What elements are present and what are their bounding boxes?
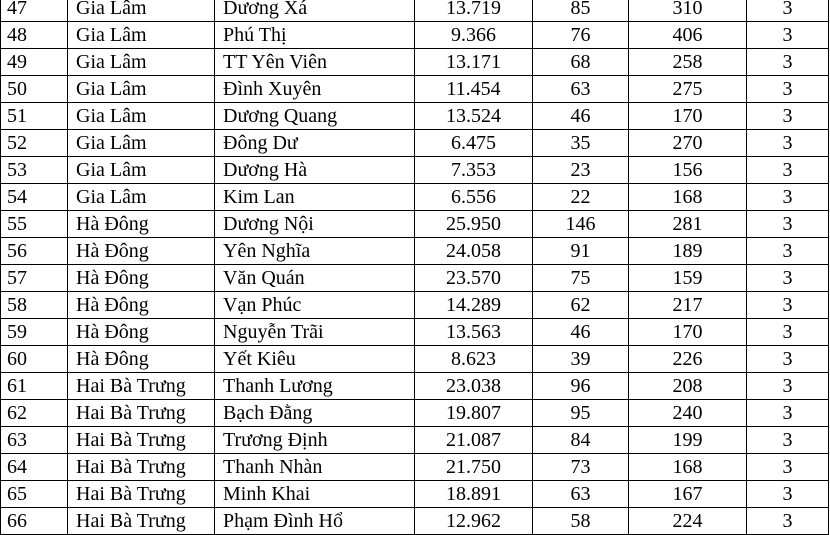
value-cell-1: 76 — [533, 22, 629, 49]
table-row — [1, 130, 829, 157]
value-cell-1: 91 — [533, 238, 629, 265]
row-number-cell: 64 — [1, 454, 68, 481]
ward-cell: Dương Xá — [215, 0, 415, 22]
ward-cell: Đình Xuyên — [215, 76, 415, 103]
ward-cell: Thanh Nhàn — [215, 454, 415, 481]
table-row — [1, 184, 829, 211]
value-cell-2: 189 — [629, 238, 747, 265]
population-cell: 13.719 — [415, 0, 533, 22]
district-cell: Gia Lâm — [68, 49, 215, 76]
value-cell-1: 62 — [533, 292, 629, 319]
value-cell-1: 63 — [533, 76, 629, 103]
ward-cell: Phạm Đình Hổ — [215, 508, 415, 535]
table-row — [1, 238, 829, 265]
row-number-cell: 50 — [1, 76, 68, 103]
district-cell: Gia Lâm — [68, 76, 215, 103]
ward-cell: Trương Định — [215, 427, 415, 454]
ward-cell: Kim Lan — [215, 184, 415, 211]
value-cell-2: 258 — [629, 49, 747, 76]
population-cell: 21.750 — [415, 454, 533, 481]
row-number-cell: 58 — [1, 292, 68, 319]
district-cell: Hà Đông — [68, 265, 215, 292]
ward-cell: Vạn Phúc — [215, 292, 415, 319]
district-cell: Gia Lâm — [68, 184, 215, 211]
district-cell: Hai Bà Trưng — [68, 427, 215, 454]
row-number-cell: 65 — [1, 481, 68, 508]
value-cell-1: 35 — [533, 130, 629, 157]
value-cell-3: 3 — [747, 184, 829, 211]
ward-cell: Minh Khai — [215, 481, 415, 508]
value-cell-2: 167 — [629, 481, 747, 508]
value-cell-1: 84 — [533, 427, 629, 454]
value-cell-1: 146 — [533, 211, 629, 238]
row-number-cell: 49 — [1, 49, 68, 76]
value-cell-2: 156 — [629, 157, 747, 184]
value-cell-2: 208 — [629, 373, 747, 400]
table-row — [1, 211, 829, 238]
table-row — [1, 103, 829, 130]
table-row — [1, 319, 829, 346]
ward-cell: Yên Nghĩa — [215, 238, 415, 265]
ward-cell: TT Yên Viên — [215, 49, 415, 76]
value-cell-1: 63 — [533, 481, 629, 508]
population-cell: 18.891 — [415, 481, 533, 508]
value-cell-3: 3 — [747, 103, 829, 130]
district-cell: Gia Lâm — [68, 157, 215, 184]
row-number-cell: 59 — [1, 319, 68, 346]
district-cell: Hai Bà Trưng — [68, 454, 215, 481]
population-cell: 8.623 — [415, 346, 533, 373]
value-cell-2: 224 — [629, 508, 747, 535]
value-cell-2: 281 — [629, 211, 747, 238]
ward-cell: Phú Thị — [215, 22, 415, 49]
value-cell-2: 170 — [629, 319, 747, 346]
value-cell-2: 240 — [629, 400, 747, 427]
district-cell: Hai Bà Trưng — [68, 373, 215, 400]
table-row — [1, 49, 829, 76]
row-number-cell: 57 — [1, 265, 68, 292]
district-cell: Gia Lâm — [68, 130, 215, 157]
population-cell: 21.087 — [415, 427, 533, 454]
value-cell-2: 310 — [629, 0, 747, 22]
table-row — [1, 22, 829, 49]
population-cell: 13.524 — [415, 103, 533, 130]
row-number-cell: 63 — [1, 427, 68, 454]
value-cell-3: 3 — [747, 0, 829, 22]
row-number-cell: 60 — [1, 346, 68, 373]
value-cell-3: 3 — [747, 373, 829, 400]
row-number-cell: 66 — [1, 508, 68, 535]
district-cell: Gia Lâm — [68, 0, 215, 22]
ward-cell: Bạch Đằng — [215, 400, 415, 427]
value-cell-1: 46 — [533, 319, 629, 346]
value-cell-3: 3 — [747, 346, 829, 373]
district-cell: Hà Đông — [68, 292, 215, 319]
table-row — [1, 454, 829, 481]
district-cell: Hai Bà Trưng — [68, 481, 215, 508]
population-cell: 24.058 — [415, 238, 533, 265]
district-cell: Hai Bà Trưng — [68, 400, 215, 427]
population-cell: 6.556 — [415, 184, 533, 211]
population-cell: 19.807 — [415, 400, 533, 427]
ward-cell: Dương Nội — [215, 211, 415, 238]
value-cell-3: 3 — [747, 400, 829, 427]
value-cell-3: 3 — [747, 22, 829, 49]
row-number-cell: 51 — [1, 103, 68, 130]
population-cell: 13.563 — [415, 319, 533, 346]
ward-cell: Thanh Lương — [215, 373, 415, 400]
row-number-cell: 61 — [1, 373, 68, 400]
table-row — [1, 265, 829, 292]
value-cell-1: 39 — [533, 346, 629, 373]
value-cell-3: 3 — [747, 454, 829, 481]
value-cell-2: 168 — [629, 454, 747, 481]
value-cell-3: 3 — [747, 427, 829, 454]
value-cell-1: 22 — [533, 184, 629, 211]
value-cell-3: 3 — [747, 292, 829, 319]
population-cell: 6.475 — [415, 130, 533, 157]
district-cell: Gia Lâm — [68, 22, 215, 49]
table-row — [1, 76, 829, 103]
value-cell-3: 3 — [747, 238, 829, 265]
table-row — [1, 346, 829, 373]
value-cell-2: 217 — [629, 292, 747, 319]
table-row — [1, 373, 829, 400]
population-cell: 14.289 — [415, 292, 533, 319]
value-cell-2: 226 — [629, 346, 747, 373]
value-cell-2: 270 — [629, 130, 747, 157]
row-number-cell: 56 — [1, 238, 68, 265]
table-row — [1, 400, 829, 427]
value-cell-3: 3 — [747, 508, 829, 535]
row-number-cell: 53 — [1, 157, 68, 184]
value-cell-3: 3 — [747, 211, 829, 238]
row-number-cell: 55 — [1, 211, 68, 238]
row-number-cell: 48 — [1, 22, 68, 49]
value-cell-1: 23 — [533, 157, 629, 184]
district-cell: Gia Lâm — [68, 103, 215, 130]
value-cell-2: 159 — [629, 265, 747, 292]
population-cell: 12.962 — [415, 508, 533, 535]
ward-cell: Dương Quang — [215, 103, 415, 130]
value-cell-3: 3 — [747, 157, 829, 184]
district-cell: Hà Đông — [68, 238, 215, 265]
value-cell-1: 73 — [533, 454, 629, 481]
table-row — [1, 292, 829, 319]
value-cell-3: 3 — [747, 319, 829, 346]
row-number-cell: 54 — [1, 184, 68, 211]
row-number-cell: 47 — [1, 0, 68, 22]
row-number-cell: 52 — [1, 130, 68, 157]
district-cell: Hà Đông — [68, 346, 215, 373]
ward-cell: Văn Quán — [215, 265, 415, 292]
table-row — [1, 481, 829, 508]
table-row — [1, 157, 829, 184]
population-cell: 25.950 — [415, 211, 533, 238]
ward-cell: Yết Kiêu — [215, 346, 415, 373]
value-cell-2: 275 — [629, 76, 747, 103]
value-cell-1: 46 — [533, 103, 629, 130]
value-cell-2: 406 — [629, 22, 747, 49]
ward-cell: Đông Dư — [215, 130, 415, 157]
population-cell: 11.454 — [415, 76, 533, 103]
row-number-cell: 62 — [1, 400, 68, 427]
value-cell-3: 3 — [747, 76, 829, 103]
value-cell-2: 199 — [629, 427, 747, 454]
value-cell-1: 95 — [533, 400, 629, 427]
value-cell-3: 3 — [747, 481, 829, 508]
value-cell-1: 85 — [533, 0, 629, 22]
population-cell: 23.038 — [415, 373, 533, 400]
population-cell: 7.353 — [415, 157, 533, 184]
value-cell-2: 170 — [629, 103, 747, 130]
table-row — [1, 427, 829, 454]
value-cell-1: 68 — [533, 49, 629, 76]
district-cell: Hai Bà Trưng — [68, 508, 215, 535]
population-cell: 13.171 — [415, 49, 533, 76]
population-cell: 9.366 — [415, 22, 533, 49]
population-cell: 23.570 — [415, 265, 533, 292]
ward-cell: Nguyễn Trãi — [215, 319, 415, 346]
ward-cell: Dương Hà — [215, 157, 415, 184]
value-cell-1: 96 — [533, 373, 629, 400]
table-row — [1, 508, 829, 535]
district-cell: Hà Đông — [68, 211, 215, 238]
value-cell-1: 58 — [533, 508, 629, 535]
table-row — [1, 0, 829, 22]
value-cell-2: 168 — [629, 184, 747, 211]
value-cell-3: 3 — [747, 265, 829, 292]
value-cell-3: 3 — [747, 49, 829, 76]
value-cell-1: 75 — [533, 265, 629, 292]
district-cell: Hà Đông — [68, 319, 215, 346]
table-body — [1, 0, 829, 535]
value-cell-3: 3 — [747, 130, 829, 157]
